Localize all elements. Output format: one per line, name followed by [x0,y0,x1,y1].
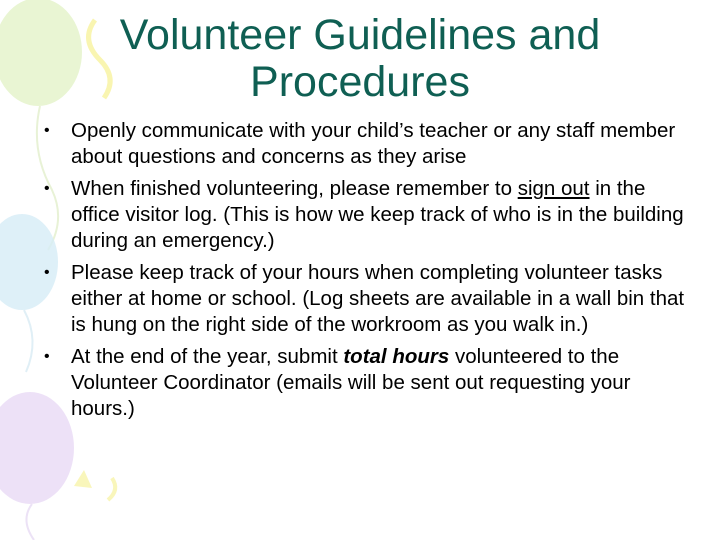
blue-balloon-string [24,310,33,372]
bullet-list [40,118,685,428]
bullet-text-start: When finished volunteering, please remember to [71,177,518,200]
bullet-text-end: in the office visitor log. (This is how we keep track of who is in the building during an emergency.) [71,177,684,252]
bullet-dot: • [44,264,50,281]
bullet-text-end: volunteered to the Volunteer Coordinator (emails will be sent out requesting your hours.) [71,345,631,420]
bullet-dot: • [44,122,50,139]
bullet-communicate [40,118,685,170]
yellow-confetti [74,470,92,488]
bullet-track-hours [40,260,685,338]
sign-out-underlined: sign out [517,177,590,200]
bullet-submit-hours [40,344,685,422]
title-line-2: Procedures [250,58,470,106]
bullet-dot: • [44,180,50,197]
yellow-confetti [108,478,115,500]
bullet-dot: • [44,348,50,365]
bullet-sign-out [40,176,685,254]
total-hours-emphasis: total hours [343,345,450,368]
slide-title [40,12,680,106]
bullet-text-start: At the end of the year, submit [71,345,344,368]
bullet-text: Openly communicate with your child’s teacher or any staff member about questions and concerns as they arise [71,119,676,168]
title-line-1: Volunteer Guidelines and [119,11,601,59]
bullet-text: Please keep track of your hours when completing volunteer tasks either at home or school. (Log sheets are available in a wall bin that is hung on the right side of the workroom as you walk in.) [71,261,685,336]
purple-balloon-string [26,504,34,540]
